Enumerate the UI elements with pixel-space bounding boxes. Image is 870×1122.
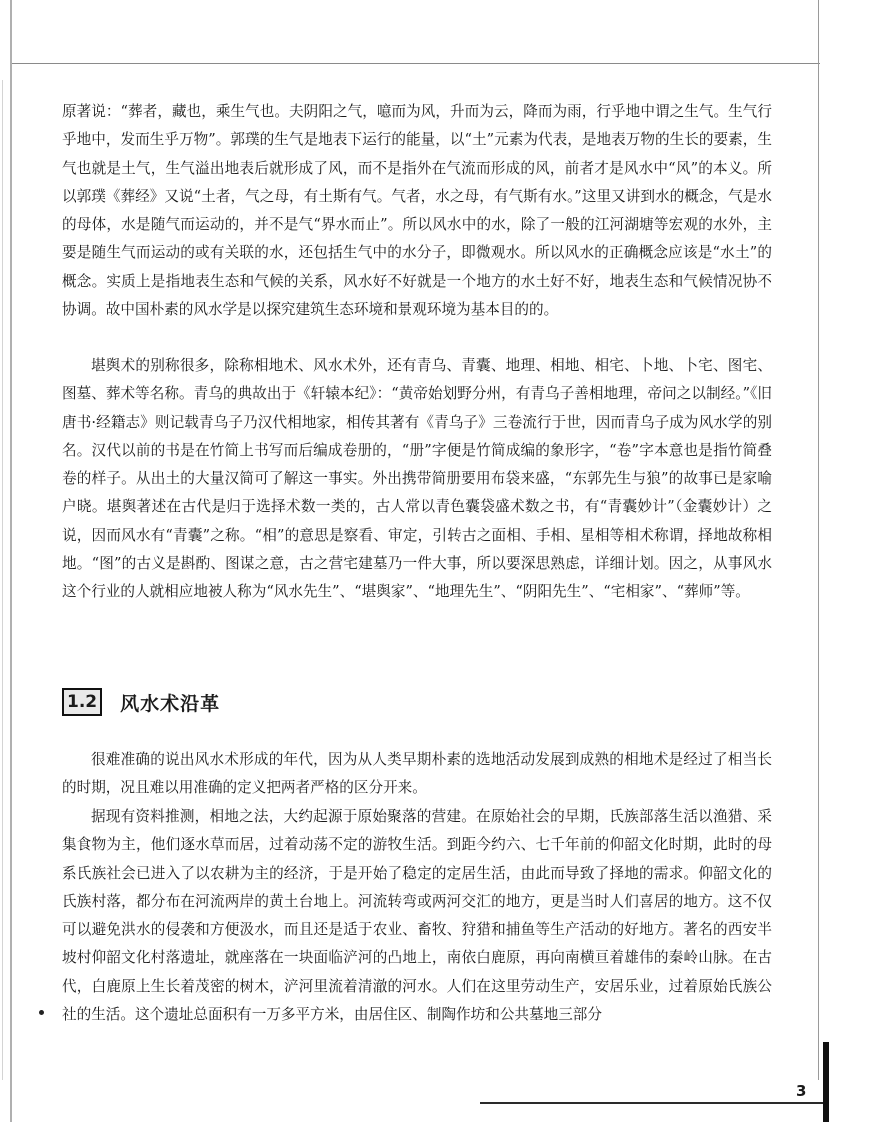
scan-edge-left — [10, 0, 12, 1122]
scan-edge-right — [818, 0, 819, 1080]
body-paragraph: 据现有资料推测，相地之法，大约起源于原始聚落的营建。在原始社会的早期，氏族部落生活以渔猎、采集食物为主，他们逐水草而居，过着动荡不定的游牧生活。到距今约六、七千年前的仰韶文化时期，此时的母系氏族社会已进入了以农耕为主的经济，于是开始了稳定的定居生活，由此而导致了择地的需求。仰韶文化的氏族村落，都分布在河流两岸的黄土台地上。河流转弯或两河交汇的地方，更是当时人们喜居的地方。这不仅可以避免洪水的侵袭和方便汲水，而且还是适于农业、畜牧、狩猎和捕鱼等生产活动的好地方。著名的西安半坡村仰韶文化村落遗址，就座落在一块面临浐河的凸地上，南依白鹿原，再向南横亘着雄伟的秦岭山脉。在古代，白鹿原上生长着茂密的树木，浐河里流着清澈的河水。人们在这里劳动生产，安居乐业，过着原始氏族公社的生活。这个遗址总面积有一万多平方米，由居住区、制陶作坊和公共墓地三部分 — [62, 808, 772, 1024]
section-number: 1.2 — [62, 688, 102, 716]
header-rule — [12, 63, 820, 64]
scan-edge-left-inner — [2, 80, 3, 1080]
section-title: 风水术沿革 — [120, 692, 221, 715]
page-number: 3 — [796, 1082, 807, 1100]
section-heading — [62, 687, 220, 717]
page-edge-bar — [823, 1042, 829, 1122]
footer-rule — [480, 1102, 825, 1104]
body-paragraph: 很难准确的说出风水术形成的年代，因为从人类早期朴素的选地活动发展到成熟的相地术是经过了相当长的时期，况且难以用准确的定义把两者严格的区分开来。 — [62, 751, 772, 797]
body-paragraph: 堪舆术的别称很多，除称相地术、风水术外，还有青乌、青囊、地理、相地、相宅、卜地、卜宅、图宅、图墓、葬术等名称。青乌的典故出于《轩辕本纪》：“黄帝始划野分州，有青乌子善相地理，帝问之以制经。”《旧唐书·经籍志》则记载青乌子乃汉代相地家，相传其著有《青乌子》三卷流行于世，因而青乌子成为风水学的别名。汉代以前的书是在竹简上书写而后编成卷册的，“册”字便是竹简成编的象形字，“卷”字本意也是指竹简叠卷的样子。从出土的大量汉简可了解这一事实。外出携带简册要用布袋来盛，“东郭先生与狼”的故事已是家喻户晓。堪舆著述在古代是归于选择术数一类的，古人常以青色囊袋盛术数之书，有“青囊妙计”（金囊妙计）之说，因而风水有“青囊”之称。“相”的意思是察看、审定，引转古之面相、手相、星相等相术称谓，择地故称相地。“图”的古义是斟酌、图谋之意，古之营宅建墓乃一件大事，所以要深思熟虑，详细计划。因之，从事风水这个行业的人就相应地被人称为“风水先生”、“堪舆家”、“地理先生”、“阴阳先生”、“宅相家”、“葬师”等。 — [62, 357, 772, 601]
scan-speck — [39, 1010, 44, 1015]
body-paragraph: 原著说：“葬者，藏也，乘生气也。夫阴阳之气，噫而为风，升而为云，降而为雨，行乎地中谓之生气。生气行乎地中，发而生乎万物”。郭璞的生气是地表下运行的能量，以“土”元素为代表，是地表万物的生长的要素，生气也就是土气，生气溢出地表后就形成了风，而不是指外在气流而形成的风，前者才是风水中“风”的本义。所以郭璞《葬经》又说“土者，气之母，有土斯有气。气者，水之母，有气斯有水。”这里又讲到水的概念，气是水的母体，水是随气而运动的，并不是气“界水而止”。所以风水中的水，除了一般的江河湖塘等宏观的水外，主要是随生气而运动的或有关联的水，还包括生气中的水分子，即微观水。所以风水的正确概念应该是“水土”的概念。实质上是指地表生态和气候的关系，风水好不好就是一个地方的水土好不好，地表生态和气候情况协不协调。故中国朴素的风水学是以探究建筑生态环境和景观环境为基本目的的。 — [62, 103, 772, 319]
